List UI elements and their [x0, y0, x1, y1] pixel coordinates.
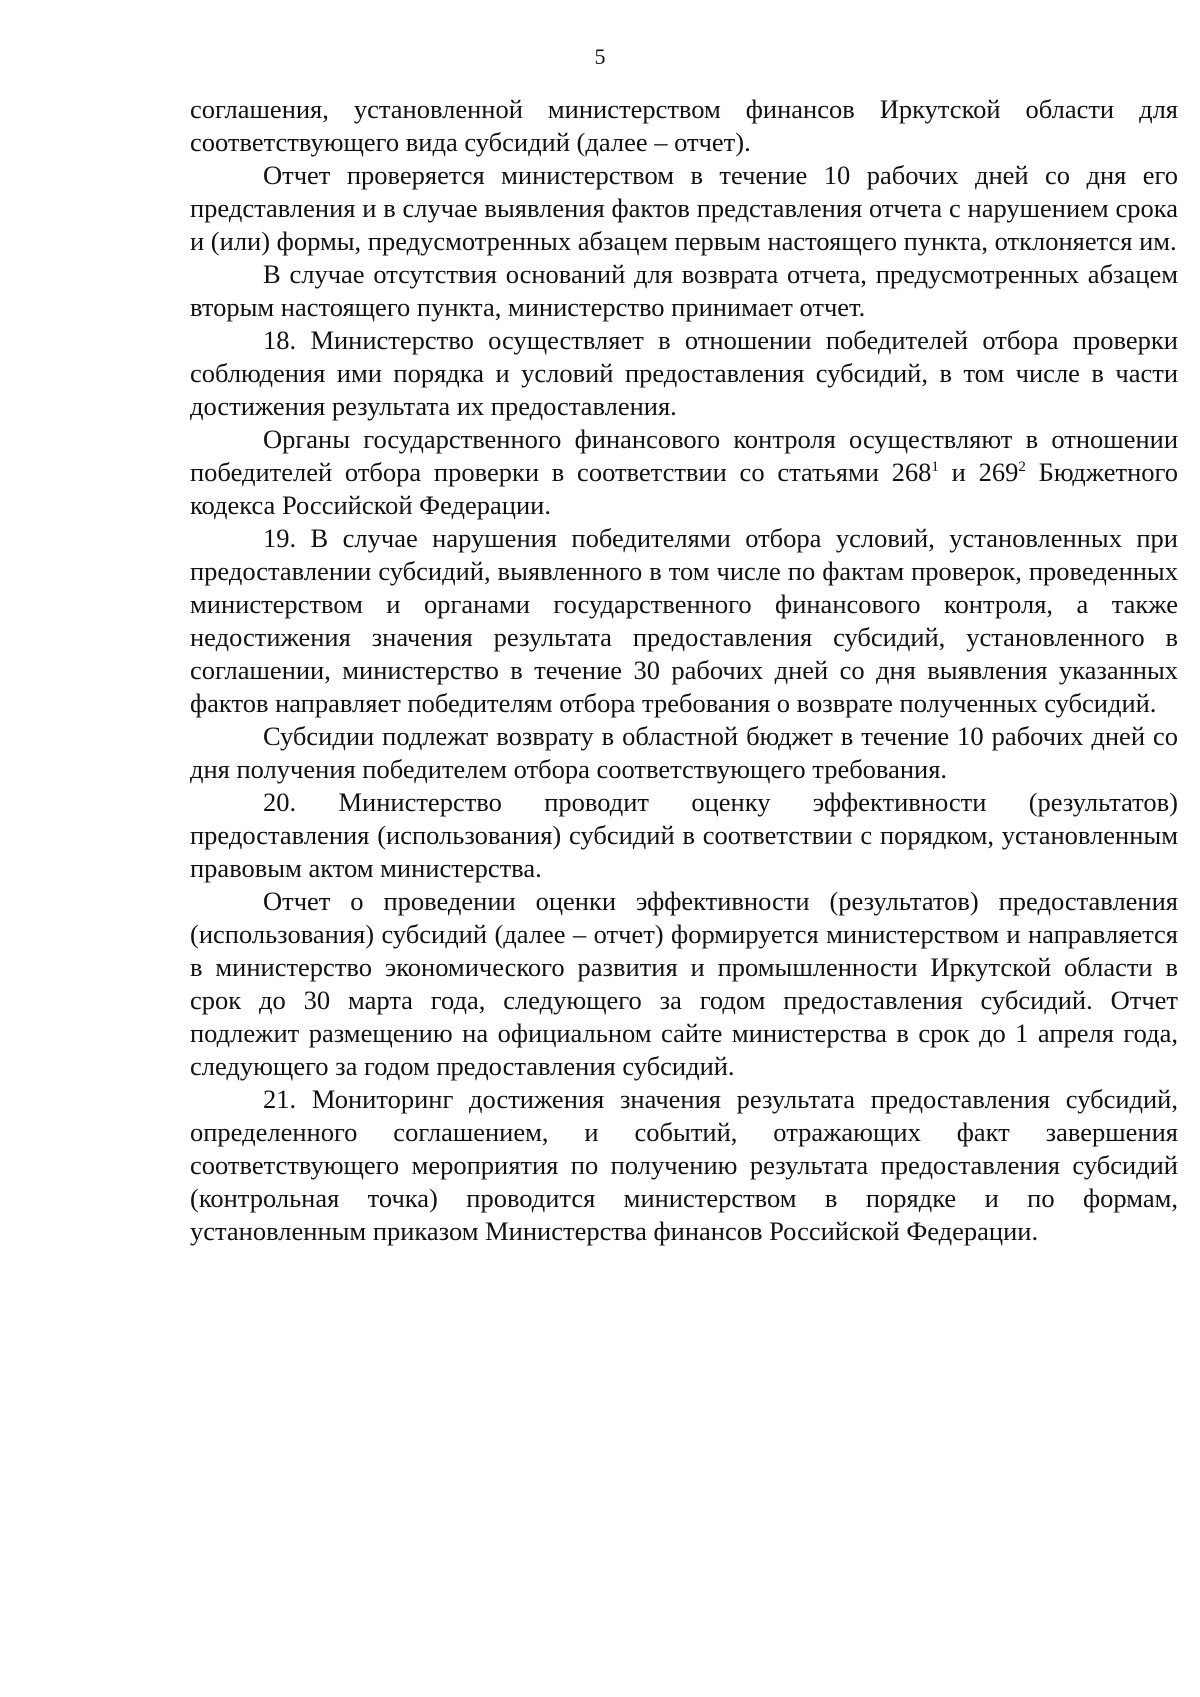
superscript-1: 1: [931, 459, 939, 475]
paragraph-item-18: 18. Министерство осуществляет в отношении победителей отбора проверки соблюдения ими порядка и условий предоставления субсидий, в том числе в части достижения результата их предоставления.: [190, 325, 1178, 421]
paragraph-item-19: 19. В случае нарушения победителями отбора условий, установленных при предоставлении субсидий, выявленного в том числе по фактам проверок, проведенных министерством и органами государственного финансового контроля, а также недостижения значения результата предоставления субсидий, установленного в соглашении, министерство в течение 30 рабочих дней со дня выявления указанных фактов направляет победителям отбора требования о возврате полученных субсидий.: [190, 523, 1178, 718]
paragraph-financial-control: [190, 423, 1178, 522]
paragraph-report-check: Отчет проверяется министерством в течение 10 рабочих дней со дня его представления и в случае выявления фактов представления отчета с нарушением срока и (или) формы, предусмотренных абзацем первым настоящего пункта, отклоняется им.: [190, 160, 1178, 256]
paragraph-evaluation-report: Отчет о проведении оценки эффективности (результатов) предоставления (использования) субсидий (далее – отчет) формируется министерством и направляется в министерство экономического развития и промышленности Иркутской области в срок до 30 марта года, следующего за годом предоставления субсидий. Отчет подлежит размещению на официальном сайте министерства в срок до 1 апреля года, следующего за годом предоставления субсидий.: [190, 886, 1178, 1081]
paragraph-financial-control-part3: Бюджетного кодекса Российской Федерации.: [190, 457, 1178, 520]
document-body: [190, 93, 1178, 1248]
paragraph-financial-control-part2: и 269: [938, 457, 1019, 487]
paragraph-financial-control-part1: Органы государственного финансового контроля осуществляют в отношении победителей отбора проверки в соответствии со статьями 268: [190, 424, 1178, 487]
paragraph-subsidy-return: Субсидии подлежат возврату в областной бюджет в течение 10 рабочих дней со дня получения победителем отбора соответствующего требования.: [190, 721, 1178, 784]
paragraph-continuation: соглашения, установленной министерством финансов Иркутской области для соответствующего вида субсидий (далее – отчет).: [190, 94, 1178, 157]
paragraph-item-20: 20. Министерство проводит оценку эффективности (результатов) предоставления (использования) субсидий в соответствии с порядком, установленным правовым актом министерства.: [190, 787, 1178, 883]
paragraph-report-accept: В случае отсутствия оснований для возврата отчета, предусмотренных абзацем вторым настоящего пункта, министерство принимает отчет.: [190, 259, 1178, 322]
superscript-2: 2: [1018, 459, 1026, 475]
page-number: 5: [594, 44, 606, 69]
paragraph-item-21: 21. Мониторинг достижения значения результата предоставления субсидий, определенного соглашением, и событий, отражающих факт завершения соответствующего мероприятия по получению результата предоставления субсидий (контрольная точка) проводится министерством в порядке и по формам, установленным приказом Министерства финансов Российской Федерации.: [190, 1084, 1178, 1246]
